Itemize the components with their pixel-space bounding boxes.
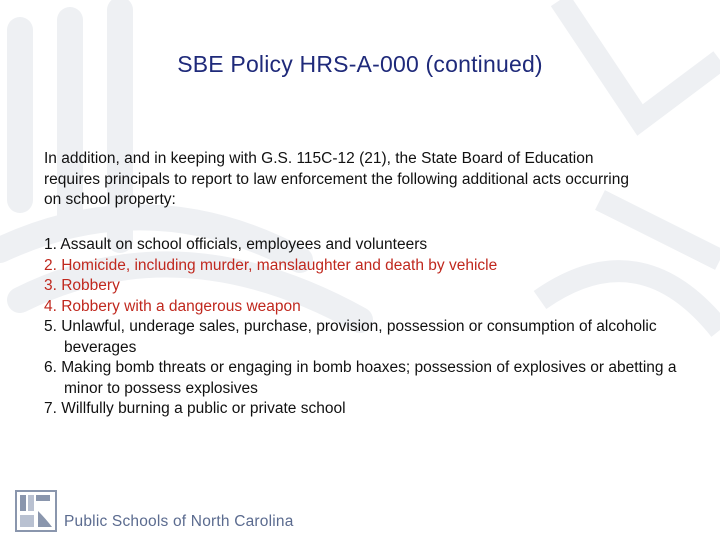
slide-title: SBE Policy HRS-A-000 (continued) <box>177 51 543 77</box>
list-item: 6. Making bomb threats or engaging in bomb hoaxes; possession of explosives or abetting a minor to possess explosives <box>44 359 677 397</box>
list-item: 1. Assault on school officials, employees and volunteers <box>44 236 428 253</box>
list-item: 7. Willfully burning a public or private school <box>44 400 346 417</box>
acts-list <box>44 235 694 420</box>
footer-org-name: Public Schools of North Carolina <box>64 513 294 530</box>
list-item: 3. Robbery <box>44 277 120 294</box>
list-item: 2. Homicide, including murder, manslaughter and death by vehicle <box>44 256 498 274</box>
list-item: 4. Robbery with a dangerous weapon <box>44 297 301 315</box>
list-item: 5. Unlawful, underage sales, purchase, provision, possession or consumption of alcoholic beverages <box>44 318 657 356</box>
intro-paragraph: In addition, and in keeping with G.S. 115C-12 (21), the State Board of Education requires principals to report to law enforcement the following additional acts occurring on school property: <box>44 150 629 208</box>
ncdpi-logo-icon <box>14 489 58 533</box>
